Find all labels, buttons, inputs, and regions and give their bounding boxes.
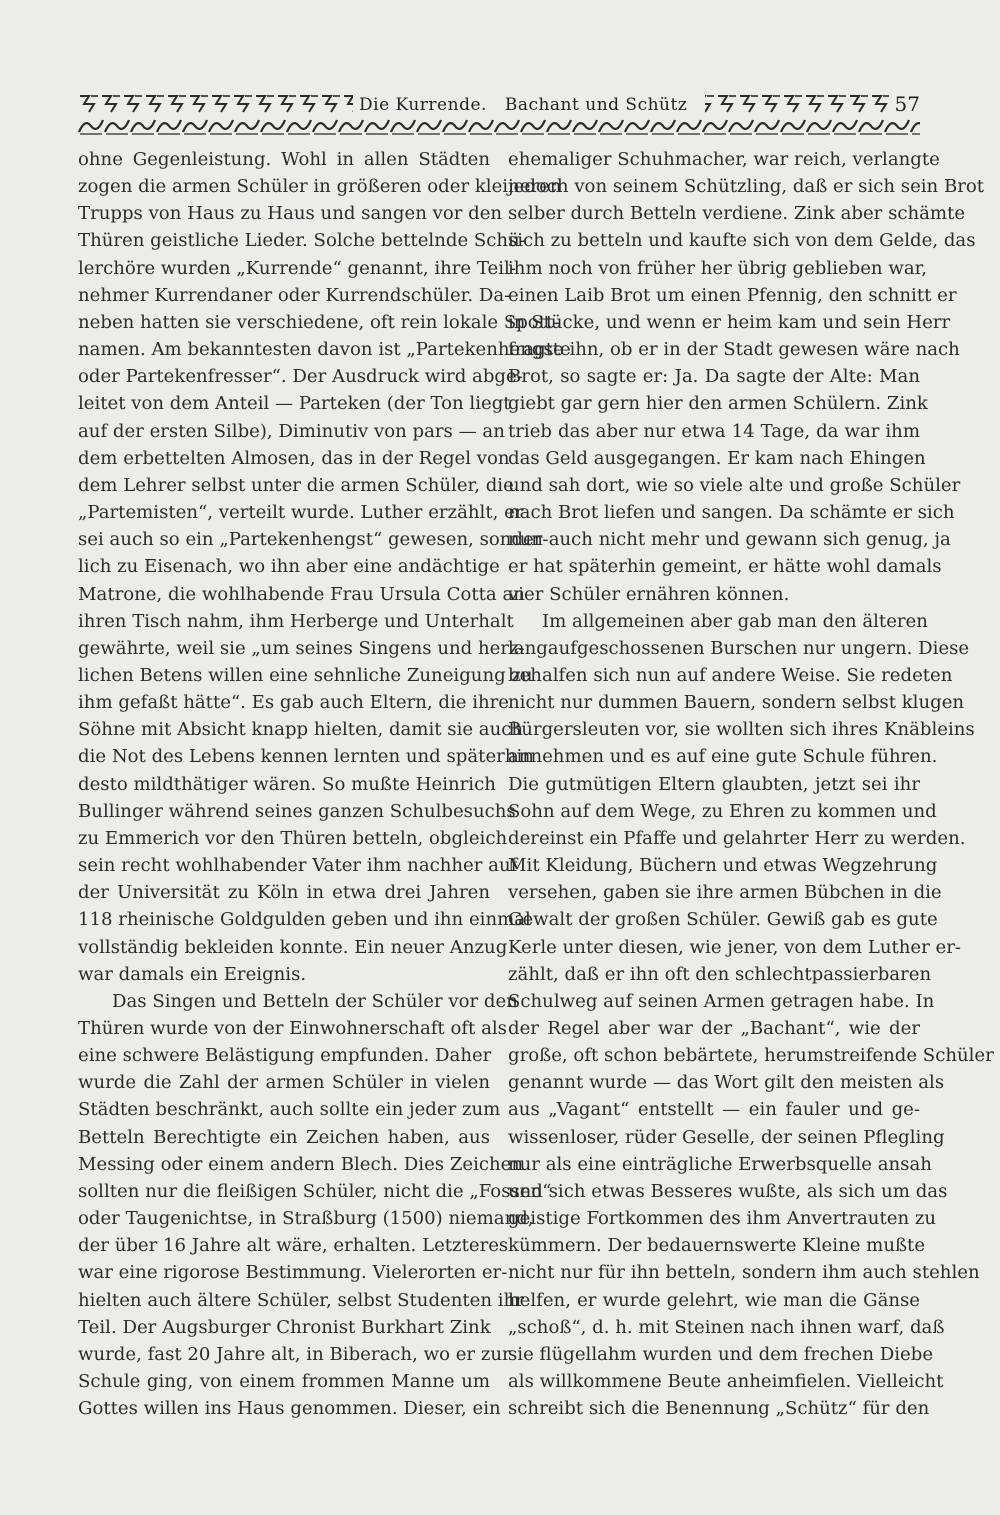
text-line: „schoß“, d. h. mit Steinen nach ihnen warf, daß	[508, 1316, 945, 1338]
text-line: der Universität zu Köln in etwa drei Jahren	[78, 882, 490, 904]
text-line: Gewalt der großen Schüler. Gewiß gab es gute	[508, 909, 938, 931]
text-line: sein recht wohlhabender Vater ihm nachher auf	[78, 855, 518, 877]
text-line: der Regel aber war der „Bachant“, wie der	[508, 1018, 920, 1039]
text-line: sich zu betteln und kaufte sich von dem Gelde, das	[508, 230, 976, 252]
text-line: wurde, fast 20 Jahre alt, in Biberach, wo er zur	[78, 1343, 511, 1365]
text-line: vollständig bekleiden konnte. Ein neuer Anzug	[78, 936, 508, 958]
text-line: trieb das aber nur etwa 14 Tage, da war ihm	[508, 420, 920, 442]
text-line: Im allgemeinen aber gab man den älteren	[542, 610, 928, 632]
text-line: zogen die armen Schüler in größeren oder kleineren	[78, 176, 562, 198]
text-line: nicht nur dummen Bauern, sondern selbst klugen	[508, 692, 965, 714]
text-line: auf der ersten Silbe), Diminutiv von pars — an	[78, 420, 505, 442]
text-line: ohne Gegenleistung. Wohl in allen Städten	[78, 149, 490, 170]
text-line: dem Lehrer selbst unter die armen Schüler, die	[78, 474, 514, 496]
text-line: fragte ihn, ob er in der Stadt gewesen wäre nach	[508, 339, 960, 361]
header-title-part2: Bachant und Schütz	[504, 95, 688, 115]
text-line: eine schwere Belästigung empfunden. Daher	[78, 1045, 492, 1067]
text-line: Thüren wurde von der Einwohnerschaft oft als	[78, 1018, 507, 1039]
text-line: das Geld ausgegangen. Er kam nach Ehingen	[508, 447, 926, 469]
left-column	[78, 146, 571, 1422]
text-line: nehmer Kurrendaner oder Kurrendschüler. Da-	[78, 284, 511, 306]
text-line: Schulweg auf seinen Armen getragen habe. In	[508, 990, 935, 1012]
text-line: gewährte, weil sie „um seines Singens und herz-	[78, 637, 525, 659]
text-line: Das Singen und Betteln der Schüler vor den	[112, 990, 518, 1012]
text-line: Brot, so sagte er: Ja. Da sagte der Alte: Man	[508, 366, 920, 388]
text-line: der über 16 Jahre alt wäre, erhalten. Letzteres	[78, 1235, 509, 1257]
text-line: desto mildthätiger wären. So mußte Heinrich	[78, 773, 496, 795]
text-line: Die gutmütigen Eltern glaubten, jetzt sei ihr	[508, 773, 920, 795]
text-line: oder Partekenfresser“. Der Ausdruck wird abge-	[78, 366, 523, 388]
text-line: geistige Fortkommen des ihm Anvertrauten zu	[508, 1208, 937, 1230]
text-line: sollten nur die fleißigen Schüler, nicht die „Fossen“	[78, 1180, 552, 1202]
text-line: er hat späterhin gemeint, er hätte wohl damals	[508, 556, 942, 578]
text-line: hielten auch ältere Schüler, selbst Studenten ihr	[78, 1289, 524, 1311]
text-line: als willkommene Beute anheimfielen. Vielleicht	[508, 1371, 944, 1393]
text-line: die Not des Lebens kennen lernten und späterhin	[78, 746, 534, 768]
text-line: versehen, gaben sie ihre armen Bübchen in die	[508, 882, 942, 904]
text-line: 118 rheinische Goldgulden geben und ihn einmal	[78, 909, 531, 931]
text-line: jedoch von seinem Schützling, daß er sich sein Brot	[508, 176, 985, 198]
text-line: ihm noch von früher her übrig geblieben war,	[508, 257, 928, 279]
text-line: und sah dort, wie so viele alte und große Schüler	[508, 474, 961, 496]
header-title-part1: Die Kurrende.	[359, 95, 487, 115]
text-line: Bullinger während seines ganzen Schulbesuchs	[78, 800, 516, 822]
text-line: Kerle unter diesen, wie jener, von dem Luther er-	[508, 936, 962, 958]
text-line: zählt, daß er ihn oft den schlechtpassierbaren	[508, 963, 932, 985]
text-line: kümmern. Der bedauernswerte Kleine mußte	[508, 1235, 926, 1257]
text-line: annehmen und es auf eine gute Schule führen.	[508, 746, 938, 768]
text-line: und sich etwas Besseres wußte, als sich um das	[508, 1180, 948, 1202]
text-line: lichen Betens willen eine sehnliche Zuneigung zu	[78, 664, 533, 686]
text-line: nach Brot liefen und sangen. Da schämte er sich	[508, 502, 955, 524]
text-line: Messing oder einem andern Blech. Dies Zeichen	[78, 1153, 524, 1175]
text-line: nun auch nicht mehr und gewann sich genug, ja	[508, 529, 951, 551]
text-line: selber durch Betteln verdiene. Zink aber schämte	[508, 203, 966, 225]
text-line: Thüren geistliche Lieder. Solche bettelnde Schü-	[78, 230, 526, 252]
text-line: dereinst ein Pfaffe und gelahrter Herr zu werden.	[508, 827, 966, 849]
text-line: nicht nur für ihn betteln, sondern ihm auch stehlen	[508, 1262, 980, 1284]
text-line: sei auch so ein „Partekenhengst“ gewesen, sonder-	[78, 529, 549, 551]
text-line: Matrone, die wohlhabende Frau Ursula Cotta an	[78, 583, 525, 605]
text-line: Betteln Berechtigte ein Zeichen haben, aus	[78, 1126, 490, 1148]
text-line: oder Taugenichtse, in Straßburg (1500) niemand,	[78, 1208, 534, 1230]
text-line: langaufgeschossenen Burschen nur ungern. Diese	[508, 637, 970, 659]
text-line: Sohn auf dem Wege, zu Ehren zu kommen und	[508, 800, 937, 822]
text-line: Teil. Der Augsburger Chronist Burkhart Zink	[78, 1316, 491, 1338]
text-line: Bürgersleuten vor, sie wollten sich ihres Knäbleins	[508, 719, 975, 741]
text-line: nur als eine einträgliche Erwerbsquelle ansah	[508, 1153, 932, 1175]
text-line: war damals ein Ereignis.	[78, 963, 307, 985]
text-line: Söhne mit Absicht knapp hielten, damit sie auch	[78, 719, 524, 741]
text-line: in Stücke, und wenn er heim kam und sein Herr	[508, 311, 951, 333]
text-line: wurde die Zahl der armen Schüler in vielen	[78, 1072, 490, 1094]
right-column	[508, 146, 994, 1422]
text-line: lerchöre wurden „Kurrende“ genannt, ihre Teil-	[78, 257, 516, 279]
text-line: neben hatten sie verschiedene, oft rein lokale Spott-	[78, 311, 560, 333]
text-line: namen. Am bekanntesten davon ist „Partekenhengste	[78, 339, 571, 361]
text-line: war eine rigorose Bestimmung. Vielerorten er-	[78, 1262, 508, 1284]
text-line: Trupps von Haus zu Haus und sangen vor den	[78, 203, 503, 225]
text-line: giebt gar gern hier den armen Schülern. Zink	[508, 393, 928, 415]
text-line: aus „Vagant“ entstellt — ein fauler und ge-	[508, 1099, 920, 1121]
text-line: wissenloser, rüder Geselle, der seinen Pflegling	[508, 1126, 945, 1148]
text-line: ehemaliger Schuhmacher, war reich, verlangte	[508, 149, 940, 170]
text-line: behalfen sich nun auf andere Weise. Sie redeten	[508, 664, 953, 686]
text-line: Gottes willen ins Haus genommen. Dieser, ein	[78, 1398, 501, 1420]
text-line: ihm gefaßt hätte“. Es gab auch Eltern, die ihre	[78, 692, 510, 714]
header-title	[353, 95, 705, 115]
text-line: vier Schüler ernähren können.	[508, 583, 790, 605]
text-line: große, oft schon bebärtete, herumstreifende Schüler	[508, 1045, 994, 1067]
text-line: „Partemisten“, verteilt wurde. Luther erzählt, er	[78, 502, 524, 524]
text-line: genannt wurde — das Wort gilt den meisten als	[508, 1072, 945, 1094]
text-line: leitet von dem Anteil — Parteken (der Ton liegt	[78, 393, 511, 415]
text-line: ihren Tisch nahm, ihm Herberge und Unterhalt	[78, 610, 514, 632]
text-line: schreibt sich die Benennung „Schütz“ für den	[508, 1398, 930, 1420]
page-number: 57	[889, 92, 920, 116]
text-line: Mit Kleidung, Büchern und etwas Wegzehrung	[508, 855, 938, 877]
text-line: sie flügellahm wurden und dem frechen Diebe	[508, 1343, 934, 1365]
text-line: Schule ging, von einem frommen Manne um	[78, 1371, 490, 1393]
running-header	[78, 92, 920, 140]
text-line: dem erbettelten Almosen, das in der Regel von	[78, 447, 510, 469]
text-line: einen Laib Brot um einen Pfennig, den schnitt er	[508, 284, 957, 306]
text-line: helfen, er wurde gelehrt, wie man die Gänse	[508, 1289, 920, 1311]
text-line: Städten beschränkt, auch sollte ein jeder zum	[78, 1099, 501, 1121]
text-line: lich zu Eisenach, wo ihn aber eine andächtige	[78, 556, 500, 578]
text-line: zu Emmerich vor den Thüren betteln, obgleich	[78, 827, 508, 849]
